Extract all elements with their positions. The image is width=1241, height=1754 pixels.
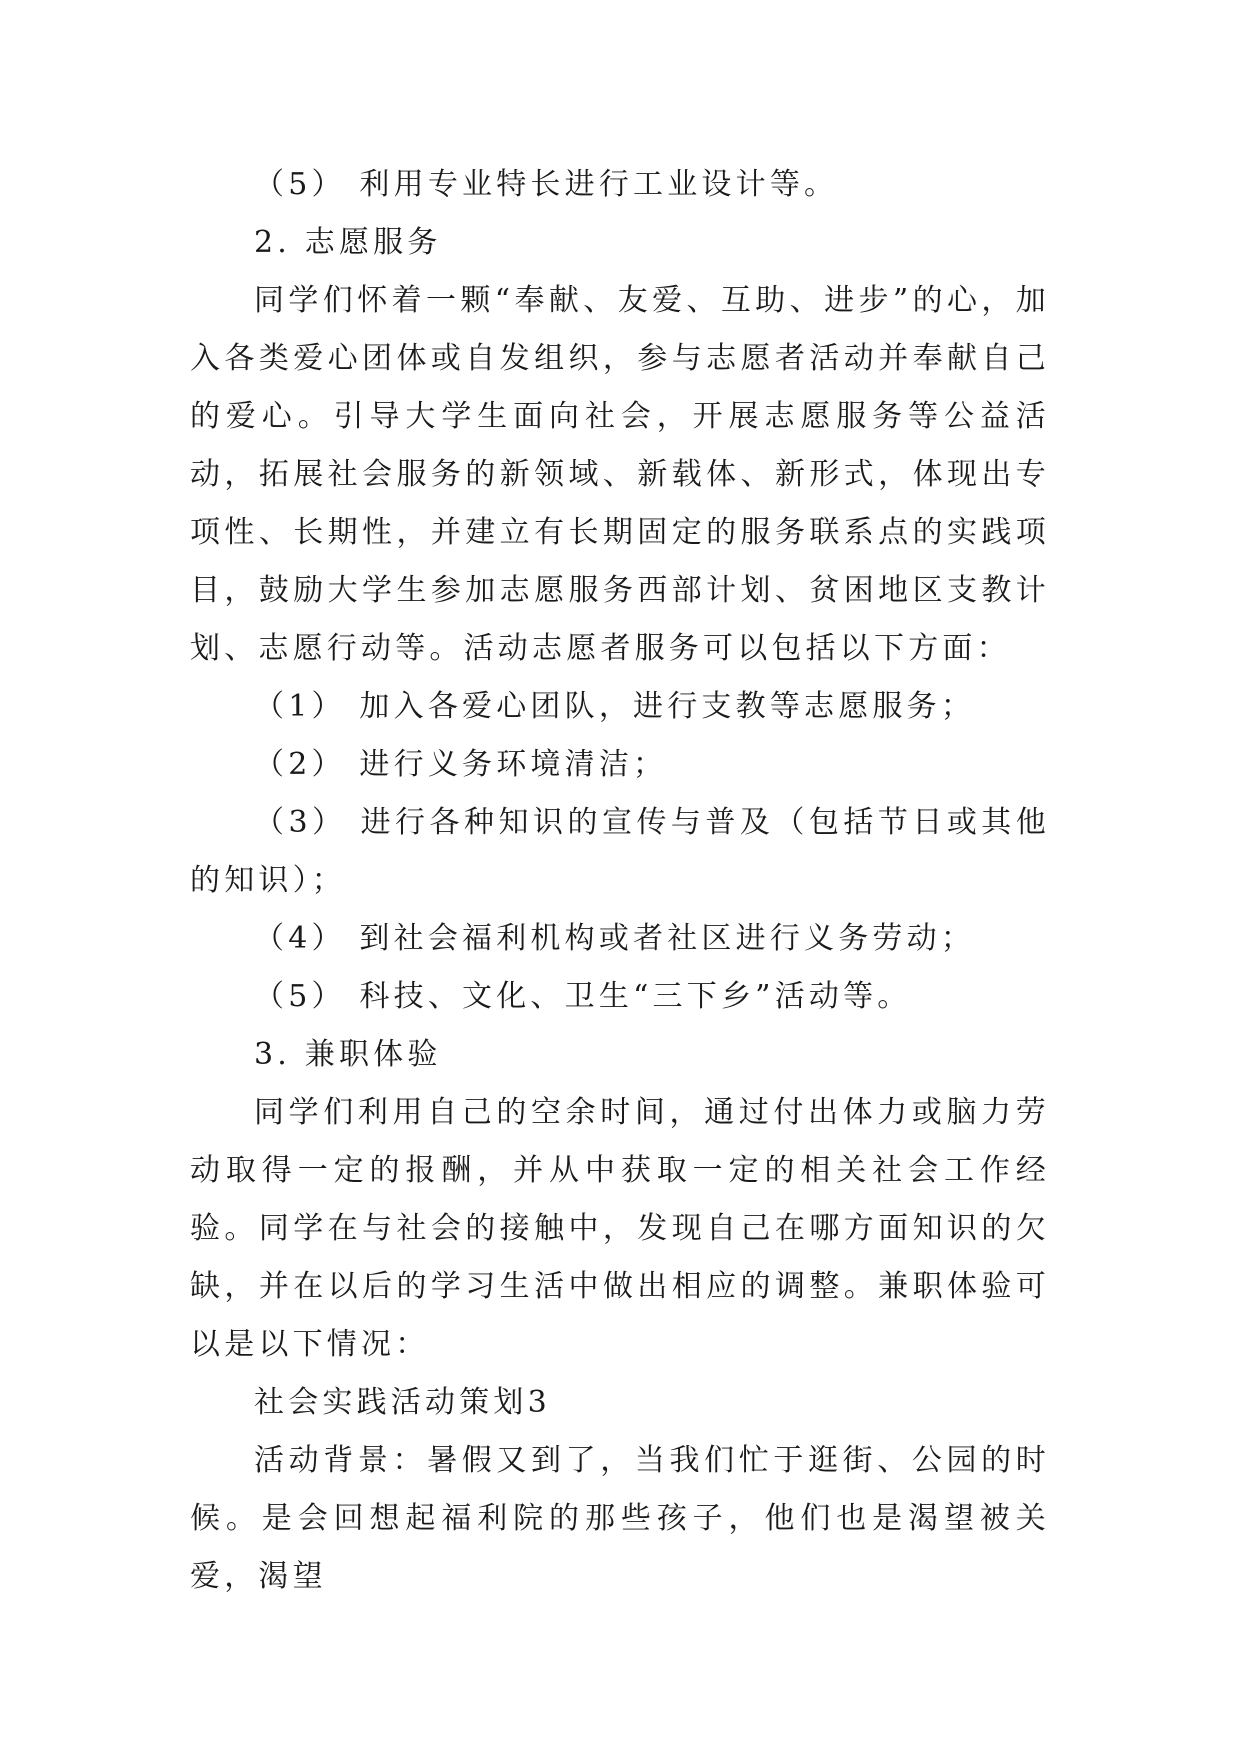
section-heading-volunteer-service: 2. 志愿服务 xyxy=(254,225,442,260)
list-item-environment-cleaning: （2） 进行义务环境清洁； xyxy=(254,747,668,782)
document-body xyxy=(190,156,1050,1606)
paragraph-part-time-intro: 同学们利用自己的空余时间，通过付出体力或脑力劳动取得一定的报酬，并从中获取一定的相关社会工作经验。同学在与社会的接触中，发现自己在哪方面知识的欠缺，并在以后的学习生活中做出相应的调整。兼职体验可以是以下情况： xyxy=(190,1095,1050,1362)
list-item-teaching-support: （1） 加入各爱心团队，进行支教等志愿服务； xyxy=(254,689,976,724)
list-item-industrial-design: （5） 利用专业特长进行工业设计等。 xyxy=(254,167,839,202)
paragraph-activity-background: 活动背景：暑假又到了，当我们忙于逛街、公园的时候。是会回想起福利院的那些孩子，他们也是渴望被关爱，渴望 xyxy=(190,1443,1050,1594)
document-title-plan-3: 社会实践活动策划3 xyxy=(254,1385,551,1420)
list-item-welfare-labor: （4） 到社会福利机构或者社区进行义务劳动； xyxy=(254,921,976,956)
section-heading-part-time: 3. 兼职体验 xyxy=(254,1037,442,1072)
list-item-three-to-countryside: （5） 科技、文化、卫生“三下乡”活动等。 xyxy=(254,979,912,1014)
list-item-knowledge-promotion: （3） 进行各种知识的宣传与普及（包括节日或其他的知识）； xyxy=(190,805,1050,898)
paragraph-volunteer-intro: 同学们怀着一颗“奉献、友爱、互助、进步”的心，加入各类爱心团体或自发组织，参与志愿者活动并奉献自己的爱心。引导大学生面向社会，开展志愿服务等公益活动，拓展社会服务的新领域、新载体、新形式，体现出专项性、长期性，并建立有长期固定的服务联系点的实践项目，鼓励大学生参加志愿服务西部计划、贫困地区支教计划、志愿行动等。活动志愿者服务可以包括以下方面： xyxy=(190,283,1050,666)
